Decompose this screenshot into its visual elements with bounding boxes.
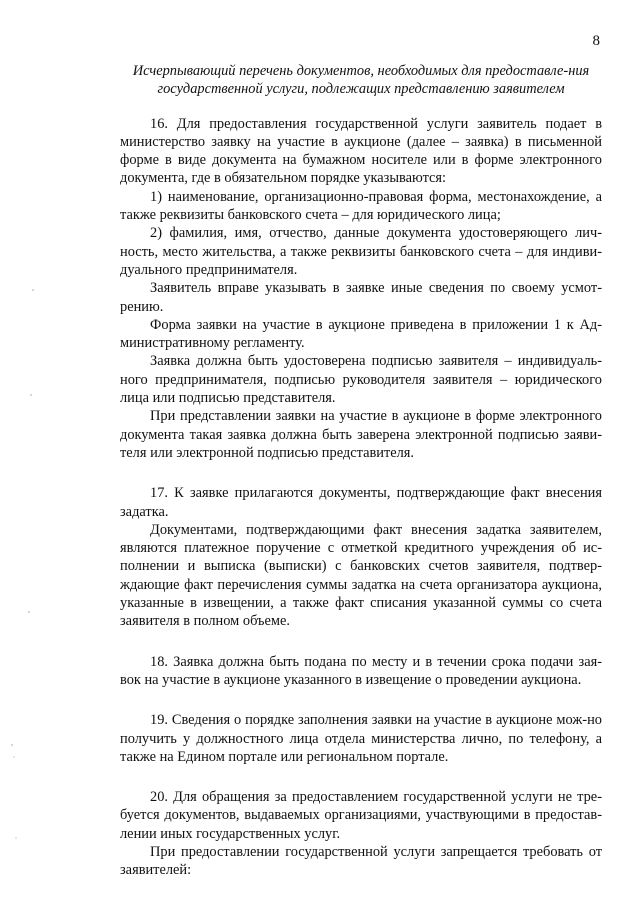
paragraph: Заявка должна быть удостоверена подписью заявителя – индивидуаль-ного предпринимателя, подписью руководителя заявителя – юридического лица или подписью представителя. <box>120 353 602 407</box>
paragraph: Форма заявки на участие в аукционе приведена в приложении 1 к Ад-министративному регламенту. <box>120 316 602 352</box>
page-number: 8 <box>592 33 600 49</box>
scan-speck <box>11 744 12 745</box>
paragraph: 1) наименование, организационно-правовая форма, местонахождение, а также реквизиты банковского счета – для юридического лица; <box>120 188 602 224</box>
paragraph: При представлении заявки на участие в аукционе в форме электронного документа такая заявка должна быть заверена электронной подписью заяви-теля или электронной подписью представителя. <box>120 408 602 461</box>
paragraph: 20. Для обращения за предоставлением государственной услуги не тре-буется документов, выдаваемых организациями, участвующими в предостав-лении иных государственных услуг. <box>120 789 602 842</box>
paragraph: 18. Заявка должна быть подана по месту и в течении срока подачи зая-вок на участие в аукционе указанного в извещение о проведении аукциона. <box>120 653 602 688</box>
paragraph-list <box>120 115 602 880</box>
paragraph: При предоставлении государственной услуги запрещается требовать от заявителей: <box>120 843 602 879</box>
scan-speck <box>15 837 16 838</box>
paragraph: Документами, подтверждающими факт внесения задатка заявителем, являются платежное поручение с отметкой кредитного учреждения об ис-полнении и выписка (выписки) с банковских счетов заявителя, подтвер-ждающие факт перечисления суммы задатка на счета организатора аукциона, указанные в извещении, а также факт списания указанной суммы со счета заявителя в полном объеме. <box>120 521 602 630</box>
section-heading: Исчерпывающий перечень документов, необходимых для предоставле-ния государственной услуги, подлежащих представлению заявителем <box>132 63 590 98</box>
scan-speck <box>32 289 33 290</box>
document-body <box>120 62 602 880</box>
paragraph: Заявитель вправе указывать в заявке иные сведения по своему усмот-рению. <box>120 280 602 315</box>
scan-speck <box>28 611 29 612</box>
paragraph: 16. Для предоставления государственной услуги заявитель подает в министерство заявку на участие в аукционе (далее – заявка) в письменной форме в виде документа на бумажном носителе или в форме электронного документа, где в обязательном порядке указываются: <box>120 115 602 187</box>
scan-speck <box>13 756 14 757</box>
paragraph: 2) фамилия, имя, отчество, данные документа удостоверяющего лич-ность, место жительства, а также реквизиты банковского счета – для индиви-дуального предпринимателя. <box>120 225 602 278</box>
paragraph: 19. Сведения о порядке заполнения заявки на участие в аукционе мож-но получить у должностного лица отдела министерства лично, по телефону, а также на Едином портале или региональном портале. <box>120 712 602 765</box>
paragraph: 17. К заявке прилагаются документы, подтверждающие факт внесения задатка. <box>120 485 602 520</box>
scan-speck <box>30 394 31 395</box>
